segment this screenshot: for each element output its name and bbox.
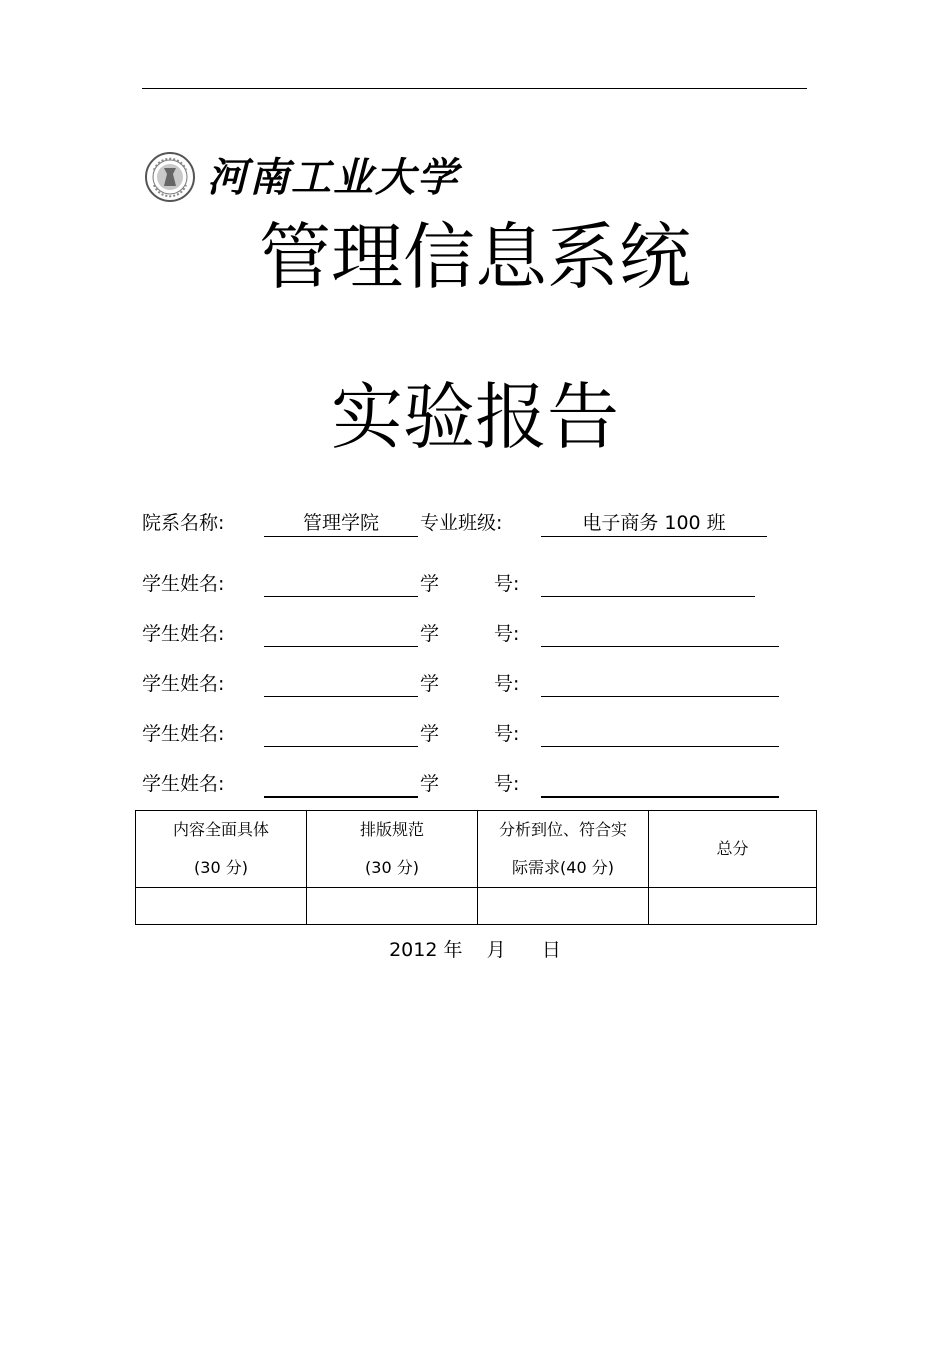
student-name-underline: [264, 696, 418, 697]
score-table: [135, 810, 817, 925]
score-header-line2: 际需求(40 分): [512, 858, 614, 877]
score-header-line2: (30 分): [365, 858, 419, 877]
student-name-label: 学生姓名:: [142, 573, 225, 595]
major-label: 专业班级:: [420, 512, 503, 534]
student-id-underline: [541, 796, 779, 798]
score-header-line1: 总分: [716, 839, 749, 858]
score-cell[interactable]: [649, 888, 817, 925]
score-header-line2: (30 分): [194, 858, 248, 877]
student-name-label: 学生姓名:: [142, 723, 225, 745]
score-header-cell: [136, 811, 307, 888]
university-logo: [145, 150, 459, 206]
student-id-underline: [541, 596, 755, 597]
dept-value[interactable]: 管理学院: [302, 512, 379, 534]
student-id-label-a: 学: [420, 723, 440, 745]
student-id-label-a: 学: [420, 673, 440, 695]
student-id-label-b: 号:: [494, 673, 520, 695]
student-id-underline: [541, 646, 779, 647]
student-id-label-b: 号:: [494, 573, 520, 595]
score-cell[interactable]: [136, 888, 307, 925]
student-name-underline: [264, 646, 418, 647]
university-name: 河南工业大学: [207, 154, 459, 201]
student-id-label-a: 学: [420, 623, 440, 645]
student-id-label-b: 号:: [494, 723, 520, 745]
student-name-label: 学生姓名:: [142, 773, 225, 795]
student-id-label-b: 号:: [494, 623, 520, 645]
university-seal-icon: [145, 152, 195, 202]
score-table-header-row: [136, 811, 817, 888]
major-underline: [541, 536, 767, 537]
student-name-underline: [264, 746, 418, 747]
student-name-underline: [264, 596, 418, 597]
student-id-label-b: 号:: [494, 773, 520, 795]
score-table-value-row: [136, 888, 817, 925]
report-title-line2: 实验报告: [330, 375, 619, 459]
dept-label: 院系名称:: [142, 512, 225, 534]
score-header-cell: [478, 811, 649, 888]
report-date: 2012 年 月 日: [389, 939, 561, 961]
student-id-label-a: 学: [420, 773, 440, 795]
student-id-underline: [541, 696, 779, 697]
student-id-label-a: 学: [420, 573, 440, 595]
student-name-underline: [264, 796, 418, 798]
student-name-label: 学生姓名:: [142, 623, 225, 645]
major-value[interactable]: 电子商务 100 班: [582, 512, 726, 534]
student-name-label: 学生姓名:: [142, 673, 225, 695]
score-header-line1: 分析到位、符合实: [498, 820, 627, 839]
score-cell[interactable]: [307, 888, 478, 925]
score-header-line1: 排版规范: [359, 820, 424, 839]
score-header-line1: 内容全面具体: [172, 820, 269, 839]
student-id-underline: [541, 746, 779, 747]
report-title-line1: 管理信息系统: [258, 215, 691, 299]
dept-underline: [264, 536, 418, 537]
top-rule: [142, 88, 807, 89]
score-cell[interactable]: [478, 888, 649, 925]
score-header-cell: [307, 811, 478, 888]
score-header-cell: [649, 811, 817, 888]
